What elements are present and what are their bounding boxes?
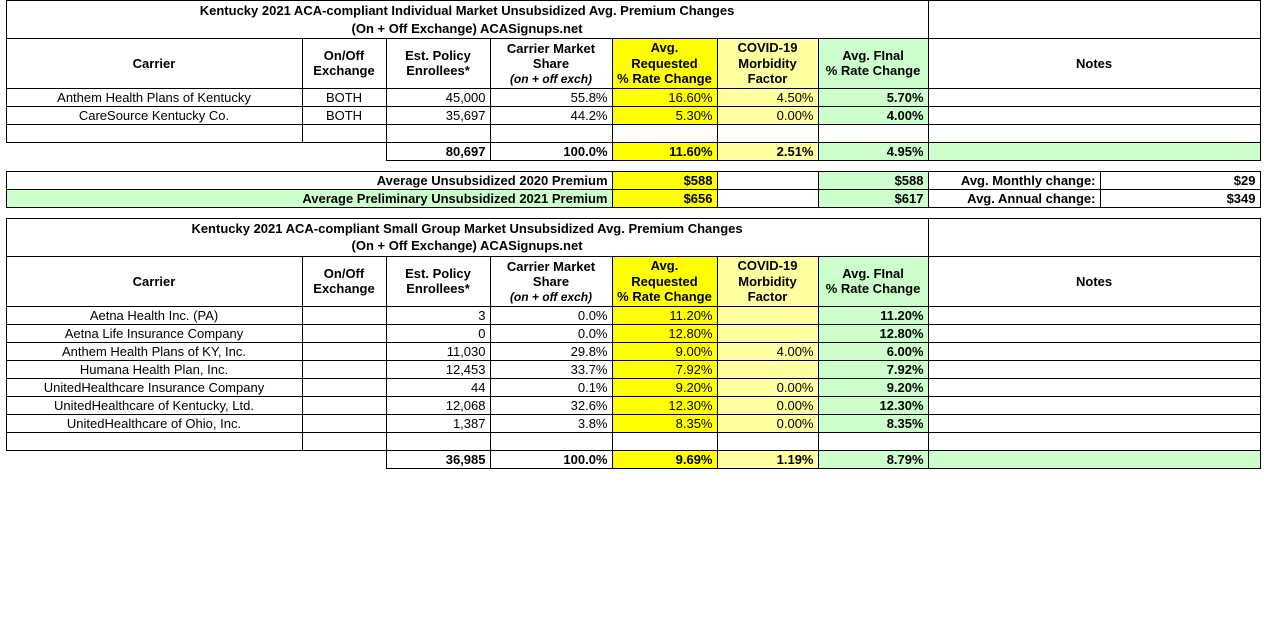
- right-margin-cell: [1260, 189, 1264, 207]
- totals-notes: [928, 142, 1260, 160]
- cell-notes: [928, 106, 1260, 124]
- premium-label-2020: Average Unsubsidized 2020 Premium: [6, 171, 612, 189]
- individual-header-row: [0, 39, 1264, 89]
- cell-covid-factor: [717, 306, 818, 324]
- blank-cell: [490, 124, 612, 142]
- cell-onoff: BOTH: [302, 88, 386, 106]
- small-group-totals-row: [0, 450, 1264, 468]
- totals-empty-onoff: [302, 450, 386, 468]
- small-group-blank-row: [0, 432, 1264, 450]
- cell-requested-rate: 12.30%: [612, 396, 717, 414]
- cell-notes: [928, 414, 1260, 432]
- cell-final-rate: 11.20%: [818, 306, 928, 324]
- col-header-enrollees-line1: Est. Policy: [405, 47, 471, 63]
- individual-title: [6, 1, 928, 39]
- cell-enrollees: 3: [386, 306, 490, 324]
- col-header-share-line1: Carrier Market: [506, 258, 596, 274]
- cell-enrollees: 45,000: [386, 88, 490, 106]
- cell-enrollees: 35,697: [386, 106, 490, 124]
- col-header-enrollees: [386, 256, 490, 306]
- cell-market-share: 0.0%: [490, 324, 612, 342]
- blank-cell: [386, 124, 490, 142]
- cell-enrollees: 44: [386, 378, 490, 396]
- cell-final-rate: 8.35%: [818, 414, 928, 432]
- right-margin-cell: [1260, 106, 1264, 124]
- table-row: [0, 106, 1264, 124]
- cell-final-rate: 5.70%: [818, 88, 928, 106]
- blank-cell: [717, 432, 818, 450]
- table-row: [0, 378, 1264, 396]
- cell-covid-factor: [717, 360, 818, 378]
- cell-final-rate: 12.80%: [818, 324, 928, 342]
- col-header-notes: Notes: [928, 256, 1260, 306]
- col-header-onoff-line2: Exchange: [313, 63, 375, 79]
- blank-cell: [612, 124, 717, 142]
- cell-covid-factor: 0.00%: [717, 396, 818, 414]
- cell-market-share: 33.7%: [490, 360, 612, 378]
- cell-notes: [928, 342, 1260, 360]
- premium-row-2020: [0, 171, 1264, 189]
- totals-requested-rate: 9.69%: [612, 450, 717, 468]
- col-header-final-line1: Avg. FInal: [842, 265, 904, 281]
- cell-final-rate: 6.00%: [818, 342, 928, 360]
- premium-row-2021: [0, 189, 1264, 207]
- col-header-final-line1: Avg. FInal: [842, 47, 904, 63]
- col-header-final-line2: % Rate Change: [825, 63, 921, 79]
- cell-market-share: 32.6%: [490, 396, 612, 414]
- blank-cell: [302, 432, 386, 450]
- right-margin-cell: [1260, 396, 1264, 414]
- cell-carrier: CareSource Kentucky Co.: [6, 106, 302, 124]
- totals-enrollees: 36,985: [386, 450, 490, 468]
- cell-covid-factor: 4.50%: [717, 88, 818, 106]
- right-margin-cell: [1260, 378, 1264, 396]
- col-header-market-share: [490, 256, 612, 306]
- col-header-carrier: Carrier: [6, 256, 302, 306]
- totals-covid-factor: 2.51%: [717, 142, 818, 160]
- premium-final-2021: $617: [818, 189, 928, 207]
- individual-premium-summary-table: [0, 171, 1264, 208]
- col-header-final-rate-change: [818, 256, 928, 306]
- individual-title-notes-pad: [928, 1, 1260, 39]
- cell-carrier: Aetna Health Inc. (PA): [6, 306, 302, 324]
- col-header-requested-line2: Requested: [631, 273, 698, 289]
- cell-requested-rate: 5.30%: [612, 106, 717, 124]
- premium-change-value-monthly: $29: [1100, 171, 1260, 189]
- cell-onoff: [302, 342, 386, 360]
- col-header-enrollees-line1: Est. Policy: [405, 265, 471, 281]
- premium-change-value-annual: $349: [1100, 189, 1260, 207]
- cell-market-share: 3.8%: [490, 414, 612, 432]
- blank-cell: [6, 432, 302, 450]
- blank-cell: [490, 432, 612, 450]
- small-group-title-line1: Kentucky 2021 ACA-compliant Small Group Market Unsubsidized Avg. Premium Changes: [191, 220, 743, 236]
- cell-carrier: Anthem Health Plans of KY, Inc.: [6, 342, 302, 360]
- cell-market-share: 29.8%: [490, 342, 612, 360]
- col-header-share-sub: (on + off exch): [509, 289, 593, 304]
- small-group-header-row: [0, 256, 1264, 306]
- col-header-requested-line2: Requested: [631, 55, 698, 71]
- right-margin-cell: [1260, 324, 1264, 342]
- cell-onoff: [302, 414, 386, 432]
- right-margin-cell: [1260, 124, 1264, 142]
- col-header-onoff-exchange: [302, 256, 386, 306]
- section-gap: [0, 208, 1264, 218]
- table-row: [0, 324, 1264, 342]
- col-header-onoff-line2: Exchange: [313, 281, 375, 297]
- cell-notes: [928, 324, 1260, 342]
- blank-cell: [717, 124, 818, 142]
- premium-blank-covid-2021: [717, 189, 818, 207]
- cell-requested-rate: 8.35%: [612, 414, 717, 432]
- cell-notes: [928, 360, 1260, 378]
- blank-cell: [612, 432, 717, 450]
- col-header-onoff-line1: On/Off: [323, 47, 365, 63]
- cell-notes: [928, 378, 1260, 396]
- right-margin-cell: [1260, 360, 1264, 378]
- cell-covid-factor: 0.00%: [717, 106, 818, 124]
- cell-notes: [928, 396, 1260, 414]
- col-header-enrollees-line2: Enrollees*: [406, 281, 470, 297]
- blank-cell: [928, 124, 1260, 142]
- col-header-onoff-line1: On/Off: [323, 265, 365, 281]
- cell-final-rate: 7.92%: [818, 360, 928, 378]
- cell-onoff: [302, 306, 386, 324]
- cell-requested-rate: 12.80%: [612, 324, 717, 342]
- col-header-final-rate-change: [818, 39, 928, 89]
- col-header-requested-rate-change: [612, 256, 717, 306]
- col-header-covid-line1: COVID-19: [737, 257, 798, 273]
- cell-carrier: UnitedHealthcare of Ohio, Inc.: [6, 414, 302, 432]
- premium-requested-2021: $656: [612, 189, 717, 207]
- cell-requested-rate: 11.20%: [612, 306, 717, 324]
- right-margin-cell: [1260, 414, 1264, 432]
- right-margin-cell: [1260, 142, 1264, 160]
- totals-final-rate: 4.95%: [818, 142, 928, 160]
- totals-requested-rate: 11.60%: [612, 142, 717, 160]
- totals-market-share: 100.0%: [490, 142, 612, 160]
- col-header-requested-line3: % Rate Change: [617, 289, 712, 305]
- cell-enrollees: 12,068: [386, 396, 490, 414]
- blank-cell: [6, 124, 302, 142]
- section-gap: [0, 161, 1264, 171]
- col-header-market-share: [490, 39, 612, 89]
- cell-notes: [928, 88, 1260, 106]
- small-group-title-line2: (On + Off Exchange) ACASignups.net: [351, 238, 583, 254]
- totals-enrollees: 80,697: [386, 142, 490, 160]
- individual-title-line1: Kentucky 2021 ACA-compliant Individual Market Unsubsidized Avg. Premium Changes: [199, 3, 735, 18]
- cell-enrollees: 1,387: [386, 414, 490, 432]
- individual-title-row: [0, 1, 1264, 39]
- cell-covid-factor: [717, 324, 818, 342]
- cell-onoff: [302, 396, 386, 414]
- cell-onoff: [302, 378, 386, 396]
- col-header-carrier: Carrier: [6, 39, 302, 89]
- individual-market-table: [0, 0, 1264, 161]
- right-margin-cell: [1260, 342, 1264, 360]
- totals-empty-carrier: [6, 142, 302, 160]
- cell-market-share: 44.2%: [490, 106, 612, 124]
- col-header-share-line1: Carrier Market: [506, 40, 596, 56]
- col-header-requested-rate-change: [612, 39, 717, 89]
- table-row: [0, 414, 1264, 432]
- cell-enrollees: 0: [386, 324, 490, 342]
- individual-title-line2: (On + Off Exchange) ACASignups.net: [351, 20, 583, 36]
- col-header-covid-line2: Morbidity: [738, 273, 797, 289]
- col-header-enrollees-line2: Enrollees*: [406, 63, 470, 79]
- right-margin-cell: [1260, 88, 1264, 106]
- small-group-title: [6, 218, 928, 256]
- cell-final-rate: 4.00%: [818, 106, 928, 124]
- small-group-market-table: [0, 218, 1264, 469]
- cell-carrier: UnitedHealthcare of Kentucky, Ltd.: [6, 396, 302, 414]
- col-header-requested-line1: Avg.: [650, 257, 679, 273]
- right-margin-cell: [1260, 171, 1264, 189]
- cell-enrollees: 11,030: [386, 342, 490, 360]
- cell-market-share: 0.1%: [490, 378, 612, 396]
- totals-empty-onoff: [302, 142, 386, 160]
- blank-cell: [928, 432, 1260, 450]
- premium-final-2020: $588: [818, 171, 928, 189]
- cell-final-rate: 12.30%: [818, 396, 928, 414]
- cell-notes: [928, 306, 1260, 324]
- col-header-share-line2: Share: [532, 56, 570, 72]
- right-margin-cell: [1260, 1, 1264, 39]
- totals-notes: [928, 450, 1260, 468]
- right-margin-cell: [1260, 39, 1264, 89]
- cell-requested-rate: 9.20%: [612, 378, 717, 396]
- cell-market-share: 55.8%: [490, 88, 612, 106]
- col-header-covid-line1: COVID-19: [737, 40, 798, 56]
- individual-totals-row: [0, 142, 1264, 160]
- col-header-share-sub: (on + off exch): [509, 71, 593, 86]
- col-header-onoff-exchange: [302, 39, 386, 89]
- cell-market-share: 0.0%: [490, 306, 612, 324]
- cell-carrier: Humana Health Plan, Inc.: [6, 360, 302, 378]
- totals-empty-carrier: [6, 450, 302, 468]
- cell-covid-factor: 0.00%: [717, 414, 818, 432]
- right-margin-cell: [1260, 218, 1264, 256]
- cell-requested-rate: 7.92%: [612, 360, 717, 378]
- table-row: [0, 306, 1264, 324]
- col-header-covid-line3: Factor: [747, 289, 788, 305]
- small-group-title-row: [0, 218, 1264, 256]
- cell-carrier: UnitedHealthcare Insurance Company: [6, 378, 302, 396]
- col-header-covid-morbidity-factor: [717, 39, 818, 89]
- premium-requested-2020: $588: [612, 171, 717, 189]
- totals-covid-factor: 1.19%: [717, 450, 818, 468]
- table-row: [0, 342, 1264, 360]
- table-row: [0, 396, 1264, 414]
- cell-carrier: Aetna Life Insurance Company: [6, 324, 302, 342]
- col-header-final-line2: % Rate Change: [825, 281, 921, 297]
- col-header-covid-line3: Factor: [747, 71, 788, 87]
- cell-requested-rate: 9.00%: [612, 342, 717, 360]
- premium-change-label-annual: Avg. Annual change:: [928, 189, 1100, 207]
- cell-enrollees: 12,453: [386, 360, 490, 378]
- blank-cell: [386, 432, 490, 450]
- cell-onoff: [302, 324, 386, 342]
- col-header-share-line2: Share: [532, 274, 570, 290]
- col-header-requested-line3: % Rate Change: [617, 71, 712, 87]
- blank-cell: [818, 432, 928, 450]
- col-header-requested-line1: Avg.: [650, 40, 679, 56]
- cell-final-rate: 9.20%: [818, 378, 928, 396]
- cell-covid-factor: 0.00%: [717, 378, 818, 396]
- right-margin-cell: [1260, 306, 1264, 324]
- totals-final-rate: 8.79%: [818, 450, 928, 468]
- premium-change-label-monthly: Avg. Monthly change:: [928, 171, 1100, 189]
- blank-cell: [818, 124, 928, 142]
- cell-onoff: BOTH: [302, 106, 386, 124]
- table-row: [0, 88, 1264, 106]
- table-row: [0, 360, 1264, 378]
- col-header-enrollees: [386, 39, 490, 89]
- premium-label-2021: Average Preliminary Unsubsidized 2021 Premium: [6, 189, 612, 207]
- cell-carrier: Anthem Health Plans of Kentucky: [6, 88, 302, 106]
- right-margin-cell: [1260, 450, 1264, 468]
- cell-onoff: [302, 360, 386, 378]
- right-margin-cell: [1260, 256, 1264, 306]
- totals-market-share: 100.0%: [490, 450, 612, 468]
- blank-cell: [302, 124, 386, 142]
- col-header-covid-line2: Morbidity: [738, 55, 797, 71]
- cell-requested-rate: 16.60%: [612, 88, 717, 106]
- premium-blank-covid-2020: [717, 171, 818, 189]
- col-header-covid-morbidity-factor: [717, 256, 818, 306]
- small-group-title-notes-pad: [928, 218, 1260, 256]
- right-margin-cell: [1260, 432, 1264, 450]
- individual-blank-row: [0, 124, 1264, 142]
- cell-covid-factor: 4.00%: [717, 342, 818, 360]
- col-header-notes: Notes: [928, 39, 1260, 89]
